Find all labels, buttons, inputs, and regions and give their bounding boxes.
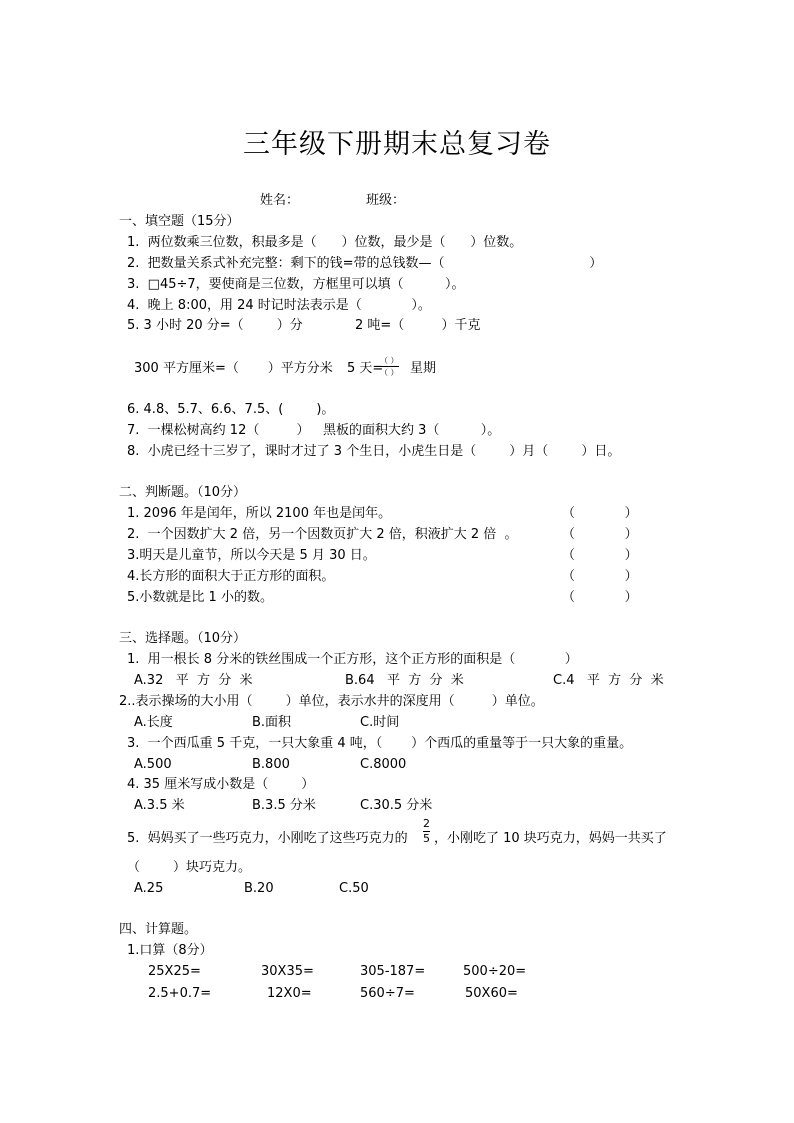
fill-q5c: 300 平方厘米=（ ）平方分米: [134, 361, 333, 376]
fill-q5d-post: 星期: [410, 361, 437, 376]
judge-paren: （ ）: [562, 569, 638, 584]
calc-item: 12X0=: [267, 986, 312, 1001]
choice-q2-option-b: B.面积: [252, 715, 292, 730]
choice-q4-option-b: B.3.5 分米: [252, 798, 316, 813]
fill-q5a: 5. 3 小时 20 分=（ ）分: [127, 318, 303, 333]
choice-q5-option-c: C.50: [339, 881, 369, 896]
judge-paren: （ ）: [562, 506, 638, 521]
class-label: 班级：: [366, 193, 406, 208]
choice-q1-option-b: B.64 平 方 分 米: [345, 673, 464, 688]
choice-q4-option-a: A.3.5 米: [134, 798, 185, 813]
choice-q5-fraction: [423, 818, 430, 845]
section1-heading: 一、填空题（15分）: [119, 214, 240, 229]
choice-q1-option-c: C.4 平 方 分 米: [553, 673, 664, 688]
judge-paren: （ ）: [562, 548, 638, 563]
calc-item: 560÷7=: [360, 986, 415, 1001]
choice-q5-line2: （ ）块巧克力。: [127, 860, 252, 875]
judge-item: 4.长方形的面积大于正方形的面积。: [127, 569, 335, 584]
calc-item: 25X25=: [148, 964, 201, 979]
fill-q5d-pre: 5 天=: [347, 361, 384, 376]
choice-q5-option-b: B.20: [244, 881, 274, 896]
choice-q1: 1. 用一根长 8 分米的铁丝围成一个正方形，这个正方形的面积是（ ）: [127, 652, 578, 667]
judge-paren: （ ）: [562, 590, 638, 605]
fill-q5b: 2 吨=（ ）千克: [355, 318, 481, 333]
fill-q5d-fraction: [380, 356, 399, 377]
fill-q8: 8. 小虎已经十三岁了，课时才过了 3 个生日，小虎生日是（ ）月（ ）日。: [127, 444, 621, 459]
fraction-bar: [380, 366, 399, 367]
judge-paren: （ ）: [562, 527, 638, 542]
fill-q3: 3. □45÷7，要使商是三位数，方框里可以填（ ）。: [127, 277, 465, 292]
choice-q5-option-a: A.25: [134, 881, 164, 896]
fill-q2: 2. 把数量关系式补充完整：剩下的钱=带的总钱数—（ ）: [127, 256, 603, 271]
choice-q2-option-c: C.时间: [360, 715, 400, 730]
judge-item: 1. 2096 年是闰年，所以 2100 年也是闰年。: [127, 506, 392, 521]
section4-subheading: 1.口算（8分）: [127, 943, 213, 958]
section3-heading: 三、选择题。（10分）: [119, 631, 247, 646]
choice-q3-option-b: B.800: [252, 757, 290, 772]
calc-item: 2.5+0.7=: [148, 986, 212, 1001]
choice-q5-pre: 5. 妈妈买了一些巧克力，小刚吃了这些巧克力的: [127, 831, 408, 846]
name-label: 姓名：: [260, 193, 300, 208]
judge-item: 5.小数就是比 1 小的数。: [127, 590, 273, 605]
fraction-denominator: 5: [423, 832, 430, 845]
choice-q2: 2..表示操场的大小用（ ）单位，表示水井的深度用（ ）单位。: [119, 694, 544, 709]
fill-q6: 6. 4.8、5.7、6.6、7.5、( )。: [127, 402, 335, 417]
choice-q2-option-a: A.长度: [134, 715, 173, 730]
page-title: 三年级下册期末总复习卷: [243, 129, 551, 160]
section2-heading: 二、判断题。（10分）: [119, 485, 247, 500]
calc-item: 30X35=: [261, 964, 314, 979]
fill-q1: 1. 两位数乘三位数，积最多是（ ）位数，最少是（ ）位数。: [127, 235, 523, 250]
section4-heading: 四、计算题。: [119, 922, 198, 937]
choice-q3: 3. 一个西瓜重 5 千克，一只大象重 4 吨，（ ）个西瓜的重量等于一只大象的重量。: [127, 736, 633, 751]
choice-q3-option-c: C.8000: [360, 757, 407, 772]
choice-q4-option-c: C.30.5 分米: [360, 798, 433, 813]
fraction-denominator: （ ）: [380, 368, 399, 377]
judge-item: 3.明天是儿童节，所以今天是 5 月 30 日。: [127, 548, 376, 563]
calc-item: 305-187=: [360, 964, 426, 979]
choice-q3-option-a: A.500: [134, 757, 172, 772]
choice-q5-post: ，小刚吃了 10 块巧克力，妈妈一共买了: [434, 831, 667, 846]
fill-q4: 4. 晚上 8:00，用 24 时记时法表示是（ ）。: [127, 298, 431, 313]
choice-q1-option-a: A.32 平 方 分 米: [134, 673, 253, 688]
choice-q4: 4. 35 厘米写成小数是（ ）: [127, 777, 315, 792]
judge-item: 2. 一个因数扩大 2 倍，另一个因数页扩大 2 倍，积液扩大 2 倍 。: [127, 527, 518, 542]
calc-item: 500÷20=: [463, 964, 527, 979]
calc-item: 50X60=: [465, 986, 518, 1001]
fraction-numerator: 2: [423, 817, 430, 830]
fill-q7a: 7. 一棵松树高约 12（ ）: [127, 423, 310, 438]
fraction-numerator: （ ）: [380, 356, 399, 365]
fill-q7b: 黑板的面积大约 3（ ）。: [323, 423, 501, 438]
